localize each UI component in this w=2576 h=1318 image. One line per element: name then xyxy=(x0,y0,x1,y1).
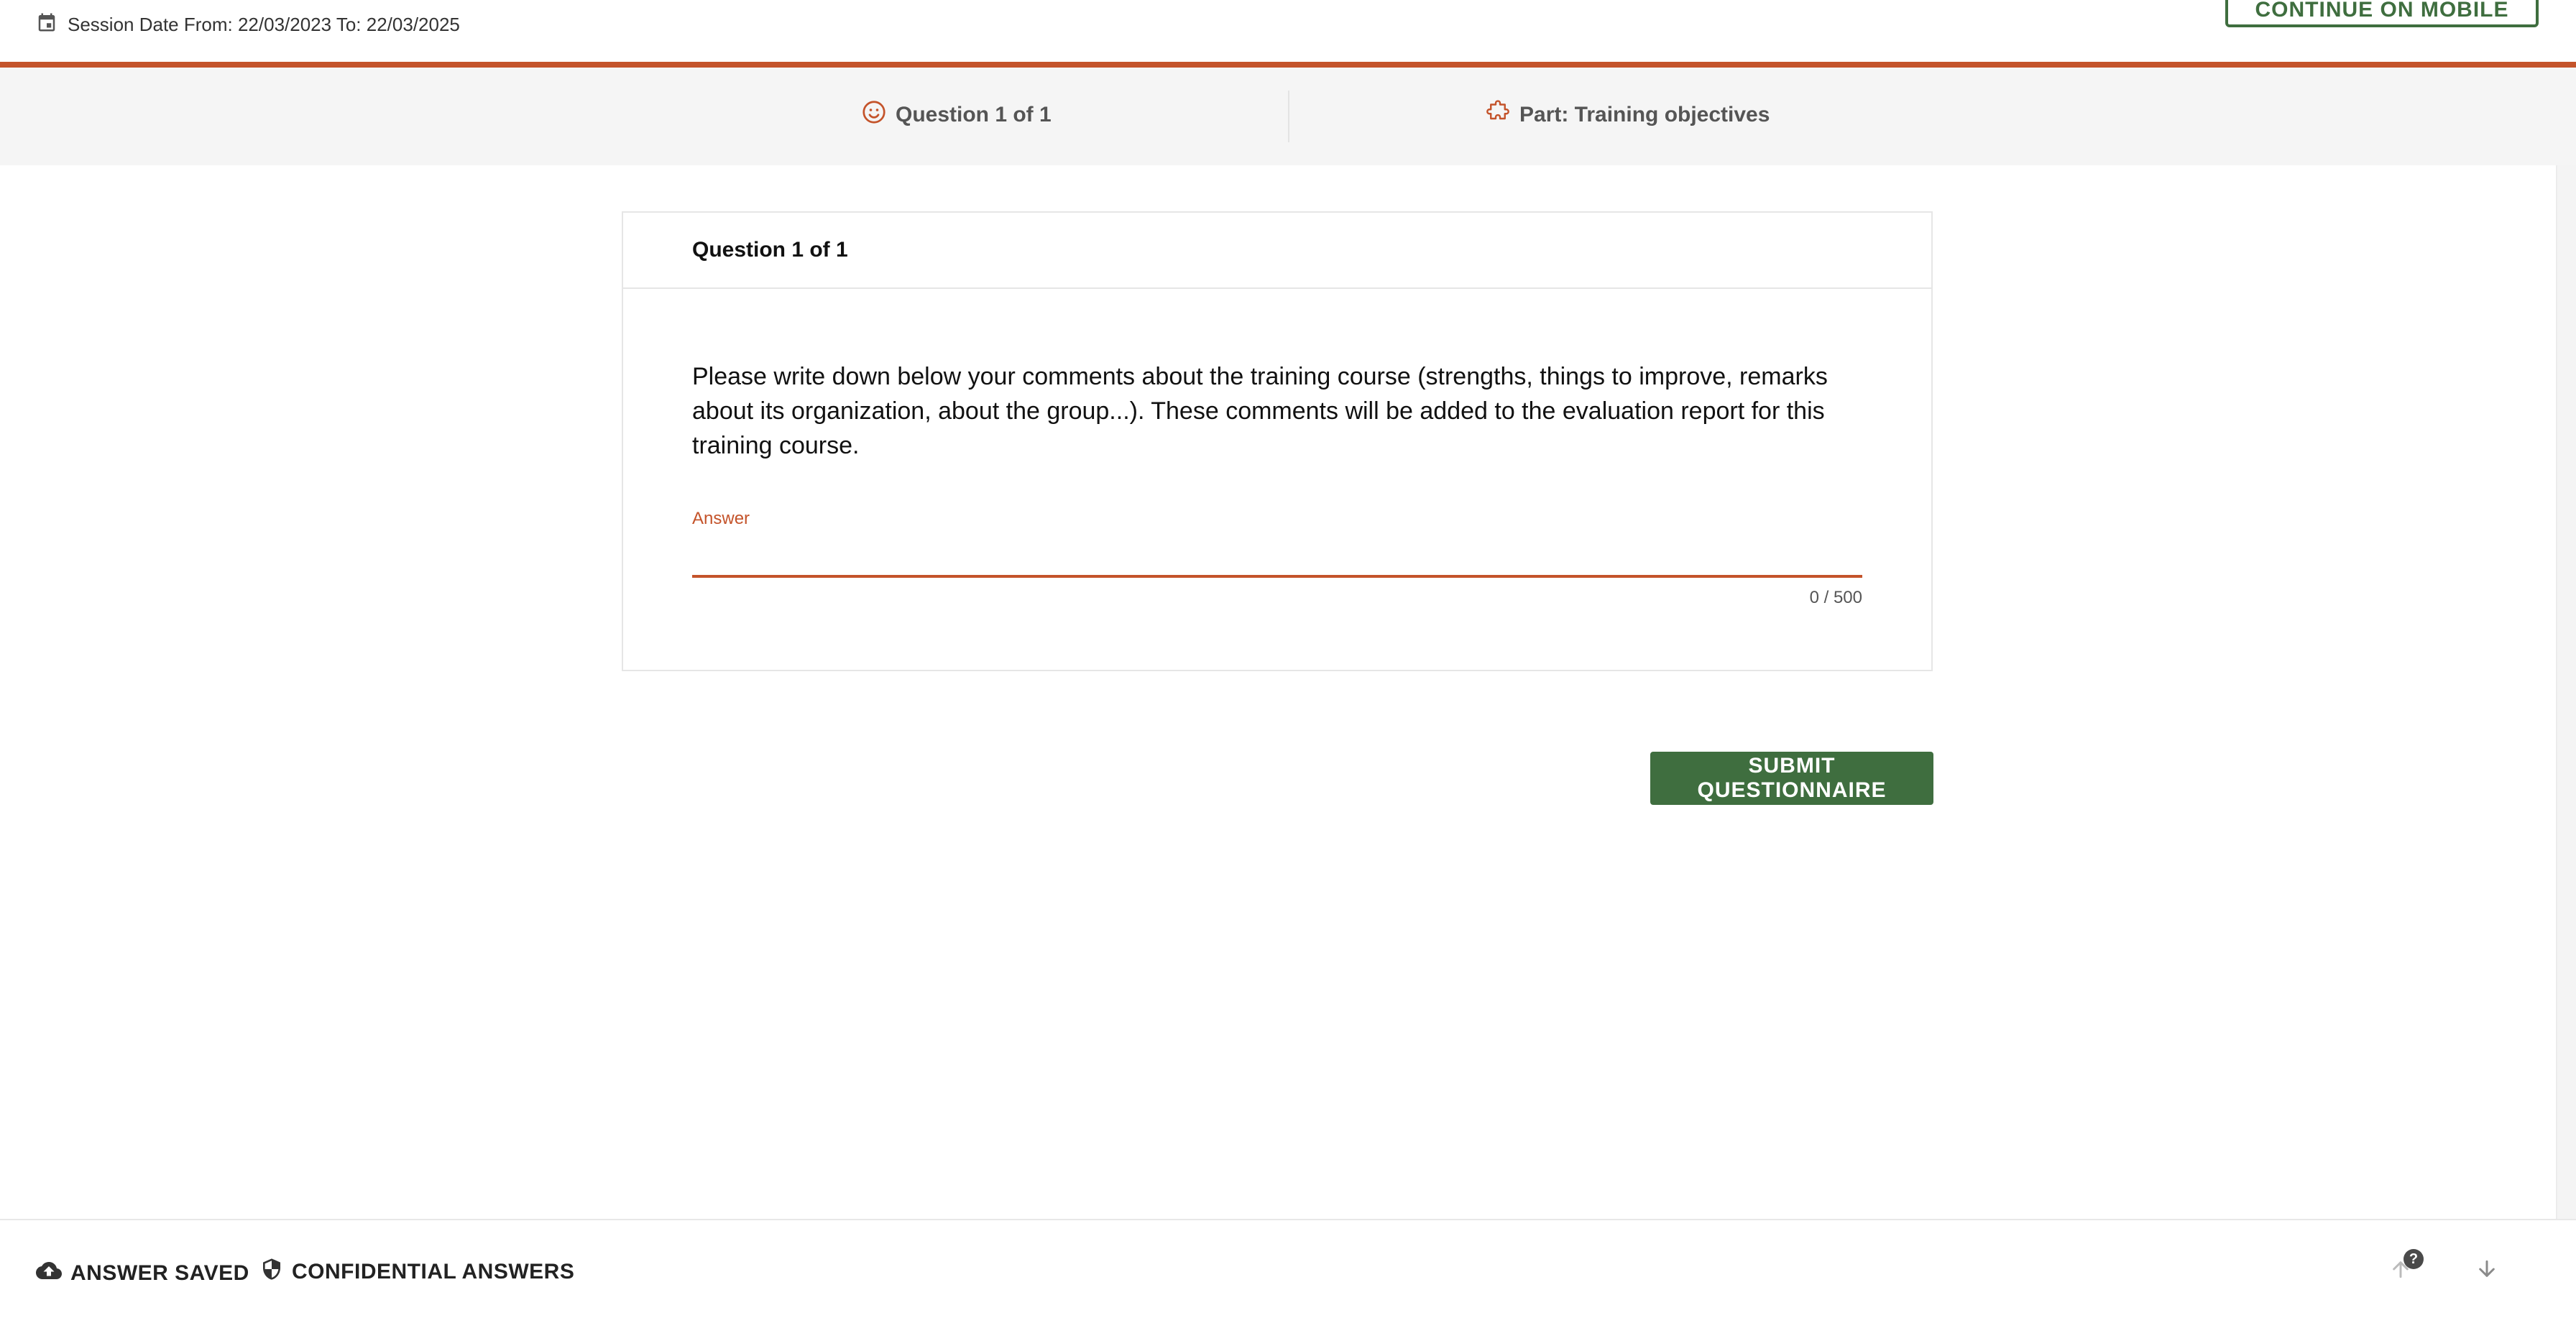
answer-saved-status xyxy=(36,1258,249,1289)
part-text: Part: Training objectives xyxy=(1519,103,1770,126)
session-date-text: Session Date From: 22/03/2023 To: 22/03/2025 xyxy=(68,14,460,35)
submit-questionnaire-button[interactable]: SUBMIT QUESTIONNAIRE xyxy=(1650,752,1933,805)
part-indicator xyxy=(1485,99,1770,131)
answer-label: Answer xyxy=(692,509,750,528)
question-progress xyxy=(861,99,1052,131)
question-text: Please write down below your comments about the training course (strengths, things to improve, remarks about its organization, about the group...). These comments will be added to the evaluation report for this training course. xyxy=(692,363,1828,459)
progress-bar xyxy=(0,68,2576,165)
question-card xyxy=(622,211,1933,671)
continue-on-mobile-button[interactable]: CONTINUE ON MOBILE xyxy=(2225,0,2539,27)
accent-divider xyxy=(0,62,2576,68)
footer-bar xyxy=(0,1219,2576,1318)
top-bar xyxy=(0,0,2576,62)
arrow-down-icon xyxy=(2475,1258,2498,1284)
shield-icon xyxy=(260,1258,283,1286)
answer-saved-text: ANSWER SAVED xyxy=(70,1261,249,1285)
help-icon[interactable]: ? xyxy=(2404,1249,2424,1269)
answer-input[interactable] xyxy=(692,532,1862,578)
scrollbar[interactable] xyxy=(2556,165,2576,1219)
infobar-divider xyxy=(1288,91,1289,142)
next-question-button[interactable] xyxy=(2471,1255,2503,1286)
cloud-upload-icon xyxy=(36,1258,62,1289)
card-title: Question 1 of 1 xyxy=(623,213,1931,289)
confidential-text: CONFIDENTIAL ANSWERS xyxy=(292,1260,575,1284)
character-counter: 0 / 500 xyxy=(1809,588,1862,607)
puzzle-icon xyxy=(1485,99,1511,131)
calendar-icon xyxy=(36,11,58,38)
question-progress-text: Question 1 of 1 xyxy=(896,103,1052,126)
smiley-icon xyxy=(861,99,887,131)
confidential-answers-status xyxy=(260,1258,574,1286)
session-date xyxy=(36,11,460,38)
